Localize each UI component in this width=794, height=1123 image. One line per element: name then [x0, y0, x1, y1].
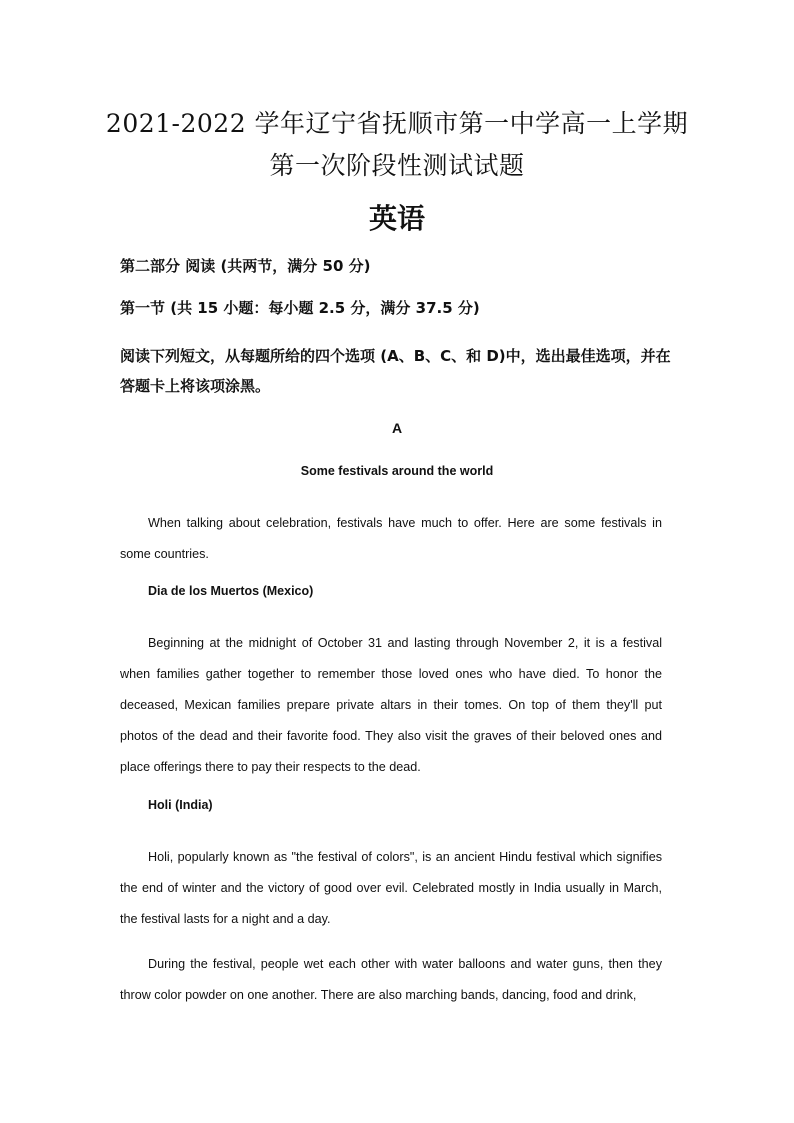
passage-letter: A [391, 420, 403, 436]
subject-heading: 英语 [368, 202, 425, 235]
passage-title: Some festivals around the world [300, 464, 494, 478]
exam-title-line-1: 2021-2022 学年辽宁省抚顺市第一中学高一上学期 [105, 109, 689, 138]
instructions: 阅读下列短文，从每题所给的四个选项 (A、B、C、和 D)中，选出最佳选项，并在答题卡上将该项涂黑。 [120, 347, 671, 395]
paragraph-dia-de-los-muertos: Beginning at the midnight of October 31 and lasting through November 2, it is a festival when families gather together to remember those loved ones who have died. To honor the deceased, Mexican families prepare private altars in their tomes. On top of them they'll put photos of the dead and their favorite food. They also visit the graves of their beloved ones and place offerings there to pay their respects to the dead. [120, 636, 662, 774]
section-heading-dia-de-los-muertos: Dia de los Muertos (Mexico) [148, 584, 314, 598]
passage-intro: When talking about celebration, festivals have much to offer. Here are some festivals in some countries. [120, 516, 662, 561]
paragraph-holi-1: Holi, popularly known as "the festival of colors", is an ancient Hindu festival which signifies the end of winter and the victory of good over evil. Celebrated mostly in India usually in March, the festival lasts for a night and a day. [120, 850, 662, 926]
section-heading-holi: Holi (India) [148, 798, 213, 812]
exam-title-line-2: 第一次阶段性测试试题 [269, 151, 525, 180]
paragraph-holi-2: During the festival, people wet each other with water balloons and water guns, then they throw color powder on one another. There are also marching bands, dancing, food and drink, [120, 957, 662, 1002]
section-header: 第一节 (共 15 小题：每小题 2.5 分，满分 37.5 分) [120, 299, 480, 317]
part-header: 第二部分 阅读 (共两节，满分 50 分) [120, 257, 371, 275]
